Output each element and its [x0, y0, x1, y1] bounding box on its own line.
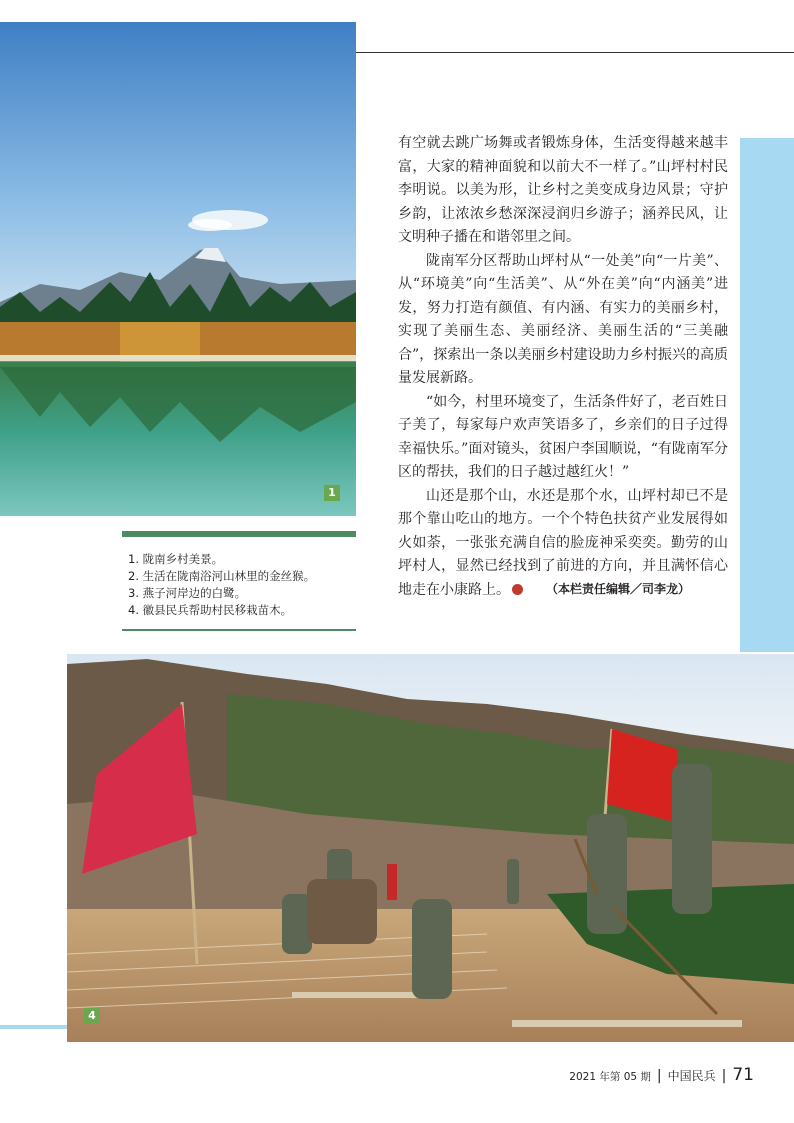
paragraph: “如今，村里环境变了，生活条件好了，老百姓日子美了，每家每户欢声笑语多了，乡亲们的日子过得幸福快乐。”面对镜头，贫困户李国顺说，“有陇南军分区的帮扶，我们的日子越过越红火！”	[398, 393, 728, 480]
caption-bottom-rule	[122, 629, 356, 631]
photo-lake-landscape	[0, 22, 356, 516]
page-number: 71	[732, 1065, 754, 1085]
caption-item: 2. 生活在陇南浴河山林里的金丝猴。	[128, 569, 316, 583]
militia-planting-image	[67, 654, 794, 1042]
photo-number-badge: 1	[324, 485, 340, 501]
decorative-side-bar	[740, 138, 794, 652]
footer-separator: |	[656, 1068, 662, 1084]
top-divider	[356, 52, 794, 53]
page-footer	[569, 1065, 754, 1085]
issue-label: 2021 年第 05 期	[569, 1071, 651, 1083]
caption-item: 4. 徽县民兵帮助村民移栽苗木。	[128, 603, 293, 617]
caption-item: 1. 陇南乡村美景。	[128, 552, 224, 566]
magazine-name: 中国民兵	[667, 1069, 716, 1083]
paragraph: 有空就去跳广场舞或者锻炼身体，生活变得越来越丰富，大家的精神面貌和以前大不一样了。”山坪村村民李明说。以美为形，让乡村之美变成身边风景；守护乡韵，让浓浓乡愁深深浸润归乡游子；涵养民风，让文明种子播在和谐邻里之间。	[398, 135, 728, 245]
footer-separator: |	[721, 1068, 727, 1084]
paragraph-text: 山还是那个山，水还是那个水，山坪村却已不是那个靠山吃山的地方。一个个特色扶贫产业发展得如火如荼，一张张充满自信的脸庞神采奕奕。勤劳的山坪村人，显然已经找到了前进的方向，并且满怀信心地走在小康路上。	[398, 487, 728, 598]
decorative-bottom-bar	[0, 1025, 67, 1029]
photo-captions	[122, 531, 356, 631]
caption-top-rule	[122, 531, 356, 537]
lake-landscape-image	[0, 22, 356, 516]
caption-list	[128, 551, 356, 619]
paragraph: 陇南军分区帮助山坪村从“一处美”向“一片美”、从“环境美”向“生活美”、从“外在美”向“内涵美”进发，努力打造有颜值、有内涵、有实力的美丽乡村，实现了美丽生态、美丽经济、美丽生活的“三美融合”，探索出一条以美丽乡村建设助力乡村振兴的高质量发展新路。	[398, 252, 728, 386]
photo-militia-planting	[67, 654, 794, 1042]
photo-number-badge: 4	[84, 1008, 100, 1024]
editor-credit: （本栏责任编辑／司李龙）	[545, 582, 690, 596]
article-body	[398, 132, 728, 602]
caption-item: 3. 燕子河岸边的白鹭。	[128, 586, 247, 600]
